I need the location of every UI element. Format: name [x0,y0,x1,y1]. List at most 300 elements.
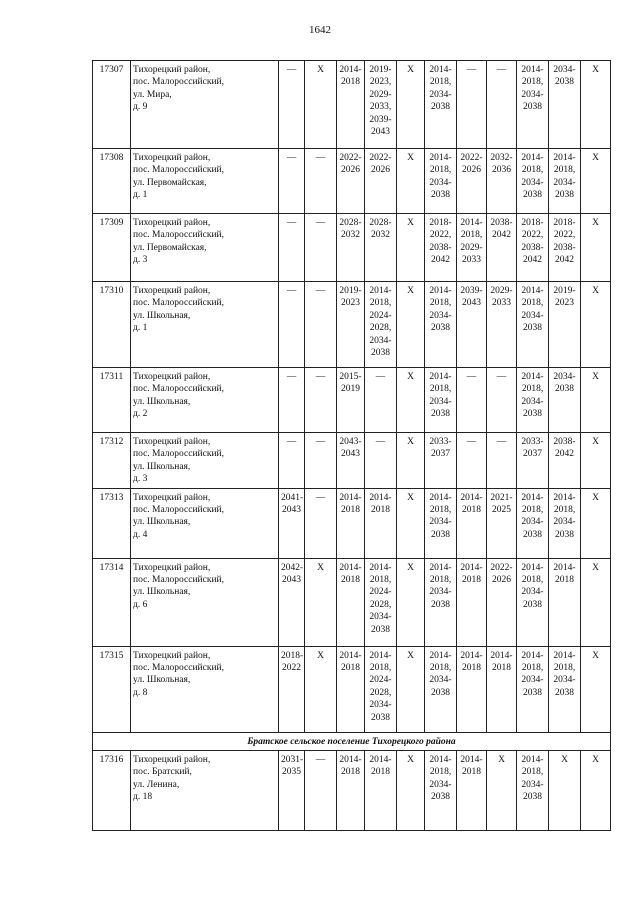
cell-value: 2038 [431,323,450,334]
cell-value: 2031- [281,755,304,766]
address-cell [131,751,279,831]
schedule-cell [487,368,517,433]
cell-value: X [498,755,505,766]
cell-value: 2033, [369,102,392,113]
cell-value: 2018, [521,77,544,88]
cell-value: 2022 [282,663,301,674]
cell-value: 2038 [431,102,450,113]
address-line: пос. Малороссийский, [133,575,224,586]
schedule-cell [397,368,425,433]
schedule-cell [549,282,581,368]
schedule-cell [365,149,397,214]
schedule-cell [305,558,337,646]
cell-value: — [315,153,326,163]
cell-value: 2028, [369,599,392,610]
address-line: пос. Малороссийский, [133,384,224,395]
section-block [93,732,611,750]
cell-value: 2014- [369,650,392,661]
address-line: д. 8 [133,687,148,698]
cell-value: 2043 [282,505,301,516]
cell-value: 2042 [523,255,542,266]
cell-value: — [286,437,297,447]
cell-value: 2038 [431,529,450,540]
schedule-cell [305,149,337,214]
cell-value: 2038 [555,77,574,88]
cell-value: 2014- [369,286,392,296]
schedule-cell [487,751,517,831]
schedule-cell [397,558,425,646]
schedule-cell [305,61,337,149]
schedule-cell [581,282,611,368]
cell-value: 2018 [341,77,360,88]
schedule-cell [365,646,397,732]
cell-value: X [317,650,324,661]
schedule-cell [549,433,581,489]
cell-value: 2018 [462,575,481,586]
cell-value: 2033- [521,437,544,447]
cell-value: 2039- [369,114,392,125]
schedule-cell [457,368,487,433]
schedule-cell [457,751,487,831]
cell-value: 2014- [521,286,544,296]
address-line: ул. Школьная, [133,396,191,407]
schedule-cell [397,751,425,831]
address-cell [131,368,279,433]
schedule-cell [549,751,581,831]
cell-value: 2015- [339,372,362,382]
cell-value: 2018, [429,165,452,176]
cell-value: 2034- [429,517,452,528]
schedule-cell [457,149,487,214]
cell-value: 2034- [429,89,452,100]
cell-value: 2033 [462,255,481,266]
schedule-cell [581,433,611,489]
cell-value: 2038 [523,102,542,113]
table-row [93,149,611,214]
cell-value: — [466,437,477,447]
address-line: Тихорецкий район, [133,65,211,75]
address-line: Тихорецкий район, [133,218,211,228]
cell-value: 2022- [339,153,362,163]
cell-value: 2024- [369,675,392,686]
cell-value: 2038 [555,687,574,698]
cell-value: X [561,755,568,766]
cell-value: 2032 [371,230,390,241]
cell-value: 2014- [460,492,483,503]
cell-value: 2018, [553,663,576,674]
schedule-cell [425,282,457,368]
cell-value: 2018, [429,767,452,778]
address-line: ул. Школьная, [133,517,191,528]
cell-value: — [466,372,477,382]
address-line: пос. Малороссийский, [133,77,224,88]
schedule-cell [337,751,365,831]
cell-value: — [375,437,386,447]
cell-value: 2014- [521,755,544,766]
cell-value: 2038 [431,190,450,201]
schedule-cell [457,488,487,558]
cell-value: 2018, [521,165,544,176]
schedule-cell [397,646,425,732]
cell-value: 2026 [462,165,481,176]
cell-value: 2042- [281,562,304,573]
cell-value: 2014- [490,650,513,661]
cell-value: — [315,372,326,382]
cell-value: 2022- [460,153,483,163]
address-line: Тихорецкий район, [133,562,211,573]
cell-value: 2018, [553,505,576,516]
cell-value: X [407,65,414,75]
schedule-cell [397,214,425,282]
address-cell [131,61,279,149]
cell-value: 2043 [371,127,390,138]
schedule-cell [549,368,581,433]
cell-value: 2014- [339,65,362,75]
table-row [93,368,611,433]
cell-value: X [592,562,599,573]
cell-value: 2043- [339,437,362,447]
cell-value: 2034- [553,177,576,188]
cell-value: 2014- [339,650,362,661]
cell-value: 2038- [490,218,513,228]
cell-value: 2014- [521,153,544,163]
cell-value: X [317,562,324,573]
cell-value: 2018, [553,165,576,176]
cell-value: 2038- [521,242,544,253]
cell-value: X [407,286,414,296]
cell-value: 2014- [429,286,452,296]
cell-value: X [592,286,599,296]
cell-value: 2014- [369,755,392,766]
schedule-cell [337,282,365,368]
schedule-cell [425,368,457,433]
address-line: Тихорецкий район, [133,372,211,382]
cell-value: — [315,492,326,503]
cell-value: 2014- [339,562,362,573]
cell-value: X [407,372,414,382]
table-row [93,214,611,282]
cell-value: 2038- [553,242,576,253]
schedule-cell [279,368,305,433]
cell-value: 2014- [521,562,544,573]
schedule-cell [581,149,611,214]
schedule-cell [425,214,457,282]
cell-value: 2018, [429,77,452,88]
cell-value: 2038 [523,323,542,334]
cell-value: 2034- [521,396,544,407]
schedule-cell [279,433,305,489]
cell-value: 2029- [369,89,392,100]
cell-value: 2014- [429,562,452,573]
cell-value: 2038 [523,792,542,803]
schedule-cell [397,433,425,489]
cell-value: 2028, [369,687,392,698]
schedule-cell [425,646,457,732]
schedule-cell [549,149,581,214]
address-line: ул. Школьная, [133,587,191,598]
schedule-cell [581,646,611,732]
cell-value: X [407,562,414,573]
schedule-cell [279,646,305,732]
cell-value: 2038 [523,599,542,610]
schedule-table [92,60,611,831]
cell-value: 2025 [492,505,511,516]
row-number: 17314 [93,558,131,646]
cell-value: 2034- [429,310,452,321]
address-line: д. 6 [133,599,148,610]
schedule-cell [457,214,487,282]
cell-value: 2022, [553,230,576,241]
cell-value: 2024- [369,310,392,321]
cell-value: 2026 [492,575,511,586]
cell-value: X [317,65,324,75]
address-line: пос. Малороссийский, [133,663,224,674]
cell-value: 2021- [490,492,513,503]
cell-value: 2034- [429,396,452,407]
cell-value: 2038 [431,599,450,610]
cell-value: X [407,153,414,163]
schedule-cell [517,368,549,433]
address-line: ул. Мира, [133,89,172,100]
table-row [93,488,611,558]
cell-value: 2018, [369,663,392,674]
cell-value: 2022, [521,230,544,241]
cell-value: 2018, [521,575,544,586]
cell-value: 2014- [429,492,452,503]
cell-value: — [286,286,297,296]
cell-value: 2014- [460,218,483,228]
schedule-cell [425,149,457,214]
cell-value: 2034- [553,675,576,686]
cell-value: 2024- [369,587,392,598]
schedule-cell [365,282,397,368]
cell-value: 2018 [492,663,511,674]
cell-value: 2038 [523,687,542,698]
cell-value: X [407,755,414,766]
schedule-cell [487,558,517,646]
schedule-cell [365,558,397,646]
row-number: 17308 [93,149,131,214]
schedule-cell [305,488,337,558]
address-line: Тихорецкий район, [133,286,211,296]
cell-value: 2018, [429,384,452,395]
schedule-cell [487,282,517,368]
address-line: ул. Первомайская, [133,177,207,188]
cell-value: 2034- [521,310,544,321]
schedule-cell [397,149,425,214]
cell-value: X [407,218,414,228]
address-line: д. 2 [133,409,148,420]
row-number: 17312 [93,433,131,489]
schedule-cell [581,558,611,646]
schedule-cell [337,61,365,149]
schedule-cell [279,149,305,214]
cell-value: 2028- [369,218,392,228]
schedule-cell [517,61,549,149]
cell-value: — [375,372,386,382]
schedule-cell [517,558,549,646]
schedule-cell [337,149,365,214]
cell-value: 2042 [431,255,450,266]
address-line: д. 4 [133,529,148,540]
schedule-cell [279,282,305,368]
cell-value: 2018, [429,505,452,516]
cell-value: 2014- [521,492,544,503]
schedule-cell [517,646,549,732]
schedule-cell [581,751,611,831]
cell-value: 2038 [555,190,574,201]
cell-value: X [407,650,414,661]
cell-value: 2034- [429,779,452,790]
schedule-cell [457,61,487,149]
address-cell [131,488,279,558]
schedule-cell [337,368,365,433]
cell-value: 2018, [429,298,452,309]
cell-value: — [315,218,326,228]
row-number: 17309 [93,214,131,282]
row-number: 17313 [93,488,131,558]
cell-value: 2028, [369,323,392,334]
cell-value: X [407,437,414,447]
address-line: Тихорецкий район, [133,492,211,503]
cell-value: 2037 [431,449,450,460]
cell-value: 2034- [521,89,544,100]
cell-value: 2038 [555,529,574,540]
cell-value: 2018, [521,298,544,309]
cell-value: 2026 [341,165,360,176]
cell-value: 2014- [553,650,576,661]
schedule-cell [305,751,337,831]
cell-value: — [496,65,507,75]
schedule-cell [487,61,517,149]
schedule-cell [487,488,517,558]
schedule-cell [517,282,549,368]
cell-value: 2038- [553,437,576,447]
schedule-cell [487,433,517,489]
schedule-cell [425,61,457,149]
schedule-cell [305,368,337,433]
cell-value: 2023 [341,298,360,309]
schedule-cell [337,558,365,646]
schedule-cell [517,149,549,214]
cell-value: 2018- [429,218,452,228]
cell-value: 2038 [555,384,574,395]
cell-value: 2042 [555,449,574,460]
table-row [93,282,611,368]
cell-value: 2034- [369,335,392,346]
cell-value: 2034- [521,675,544,686]
cell-value: X [407,492,414,503]
address-line: д. 1 [133,190,148,201]
schedule-cell [279,488,305,558]
schedule-cell [457,646,487,732]
cell-value: 2038 [523,529,542,540]
schedule-cell [549,61,581,149]
cell-value: X [592,650,599,661]
schedule-cell [581,368,611,433]
table-row [93,558,611,646]
address-cell [131,282,279,368]
row-number: 17310 [93,282,131,368]
address-cell [131,558,279,646]
schedule-cell [305,433,337,489]
cell-value: 2014- [429,372,452,382]
cell-value: 2034- [429,587,452,598]
schedule-cell [425,558,457,646]
cell-value: X [592,65,599,75]
schedule-cell [397,488,425,558]
table-row [93,433,611,489]
schedule-cell [457,558,487,646]
schedule-cell [457,282,487,368]
cell-value: — [286,372,297,382]
address-line: Тихорецкий район, [133,755,211,766]
address-line: пос. Братский, [133,767,192,778]
address-line: д. 3 [133,474,148,485]
schedule-cell [517,214,549,282]
cell-value: 2018, [369,575,392,586]
cell-value: 2019- [553,286,576,296]
cell-value: 2022, [429,230,452,241]
cell-value: 2023, [369,77,392,88]
cell-value: 2018- [521,218,544,228]
page-number: 1642 [309,24,331,36]
row-number: 17307 [93,61,131,149]
schedule-cell [365,433,397,489]
cell-value: 2014- [369,562,392,573]
cell-value: 2018 [462,505,481,516]
address-line: Тихорецкий район, [133,650,211,661]
cell-value: 2034- [429,675,452,686]
cell-value: 2018 [341,663,360,674]
address-line: д. 18 [133,792,153,803]
table-body-before-section [93,61,611,733]
address-line: ул. Первомайская, [133,242,207,253]
address-line: д. 1 [133,323,148,334]
schedule-cell [487,646,517,732]
cell-value: 2022- [369,153,392,163]
address-line: ул. Ленина, [133,779,180,790]
schedule-cell [305,282,337,368]
cell-value: 2038 [431,687,450,698]
schedule-cell [549,646,581,732]
schedule-cell [279,751,305,831]
row-number: 17311 [93,368,131,433]
cell-value: 2014- [429,65,452,75]
cell-value: — [496,437,507,447]
schedule-cell [549,214,581,282]
cell-value: 2018, [460,230,483,241]
cell-value: 2036 [492,165,511,176]
address-line: пос. Малороссийский, [133,505,224,516]
cell-value: X [592,492,599,503]
schedule-cell [549,558,581,646]
schedule-cell [457,433,487,489]
cell-value: 2034- [369,612,392,623]
cell-value: 2014- [521,65,544,75]
cell-value: 2014- [553,492,576,503]
cell-value: — [286,153,297,163]
cell-value: 2018 [555,575,574,586]
schedule-cell [337,433,365,489]
address-cell [131,433,279,489]
cell-value: 2038 [371,348,390,359]
cell-value: 2014- [429,153,452,163]
cell-value: 2014- [339,755,362,766]
cell-value: 2038 [371,624,390,635]
cell-value: 2014- [460,562,483,573]
cell-value: 2039- [460,286,483,296]
